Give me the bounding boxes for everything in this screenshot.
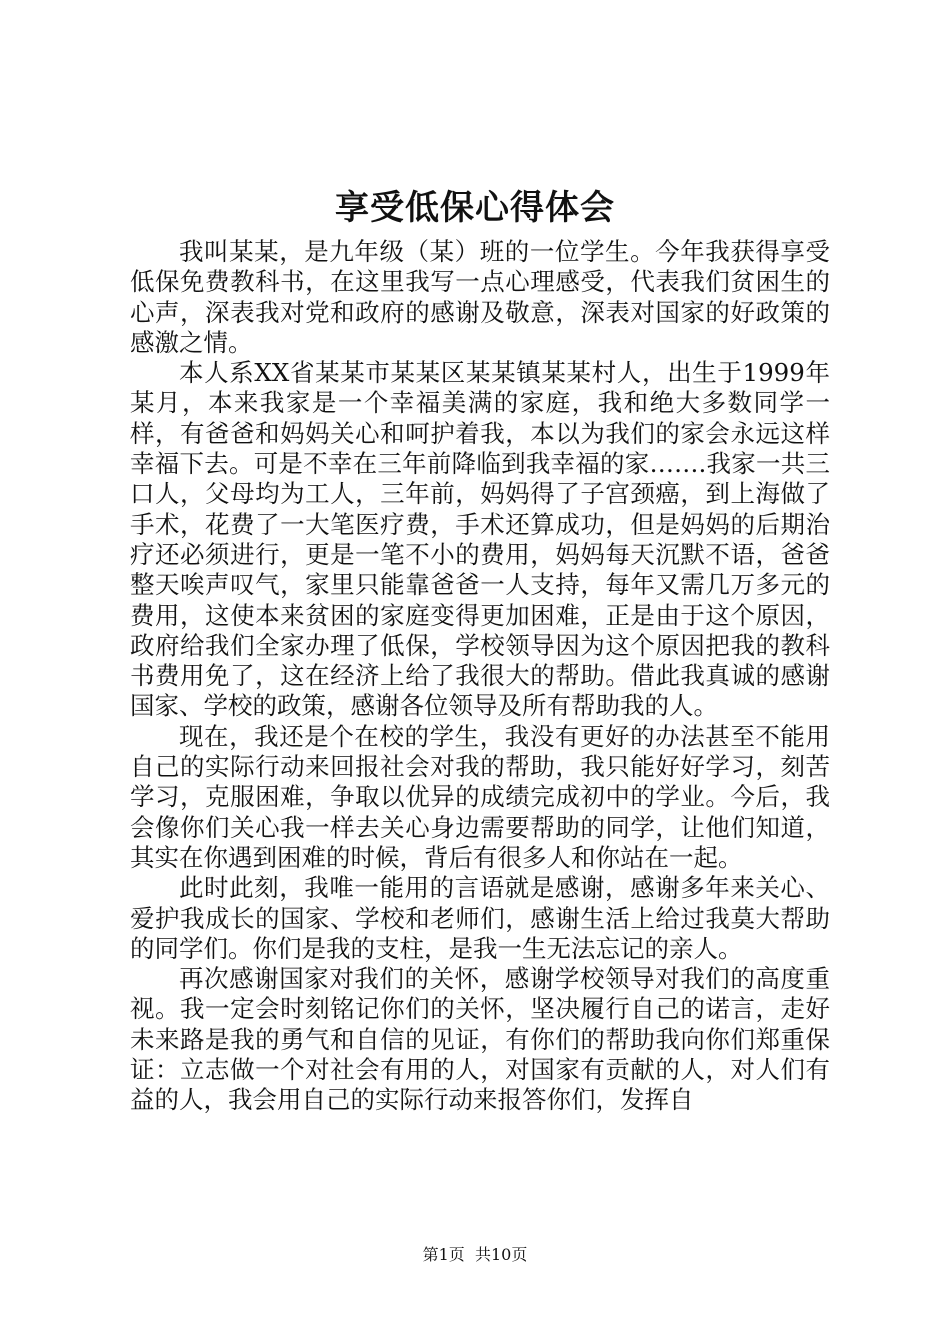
paragraph-4: 此时此刻，我唯一能用的言语就是感谢，感谢多年来关心、爱护我成长的国家、学校和老师们，感谢生活上给过我莫大帮助的同学们。你们是我的支柱，是我一生无法忘记的亲人。 [130, 873, 830, 963]
document-title: 享受低保心得体会 [335, 188, 615, 228]
paragraph-5: 再次感谢国家对我们的关怀，感谢学校领导对我们的高度重视。我一定会时刻铭记你们的关怀，坚决履行自己的诺言，走好未来路是我的勇气和自信的见证，有你们的帮助我向你们郑重保证：立志做一个对社会有用的人，对国家有贡献的人，对人们有益的人，我会用自己的实际行动来报答你们，发挥自 [130, 964, 830, 1115]
paragraph-1: 我叫某某，是九年级（某）班的一位学生。今年我获得享受低保免费教科书，在这里我写一点心理感受，代表我们贫困生的心声，深表我对党和政府的感谢及敬意，深表对国家的好政策的感激之情。 [130, 237, 830, 357]
paragraph-2: 本人系XX省某某市某某区某某镇某某村人，出生于1999年某月，本来我家是一个幸福美满的家庭，我和绝大多数同学一样，有爸爸和妈妈关心和呵护着我，本以为我们的家会永远这样幸福下去。可是不幸在三年前降临到我幸福的家…….我家一共三口人，父母均为工人，三年前，妈妈得了子宫颈癌，到上海做了手术，花费了一大笔医疗费，手术还算成功，但是妈妈的后期治疗还必须进行，更是一笔不小的费用，妈妈每天沉默不语，爸爸整天唉声叹气，家里只能靠爸爸一人支持，每年又需几万多元的费用，这使本来贫困的家庭变得更加困难，正是由于这个原因，政府给我们全家办理了低保，学校领导因为这个原因把我的教科书费用免了，这在经济上给了我很大的帮助。借此我真诚的感谢国家、学校的政策，感谢各位领导及所有帮助我的人。 [130, 358, 830, 721]
page-footer [0, 1245, 950, 1265]
paragraph-3: 现在，我还是个在校的学生，我没有更好的办法甚至不能用自己的实际行动来回报社会对我的帮助，我只能好好学习，刻苦学习，克服困难，争取以优异的成绩完成初中的学业。今后，我会像你们关心我一样去关心身边需要帮助的同学，让他们知道，其实在你遇到困难的时候，背后有很多人和你站在一起。 [130, 721, 830, 872]
page-number: 第1页 [422, 1245, 465, 1264]
document-body [130, 237, 830, 1116]
page-total: 共10页 [474, 1245, 528, 1264]
